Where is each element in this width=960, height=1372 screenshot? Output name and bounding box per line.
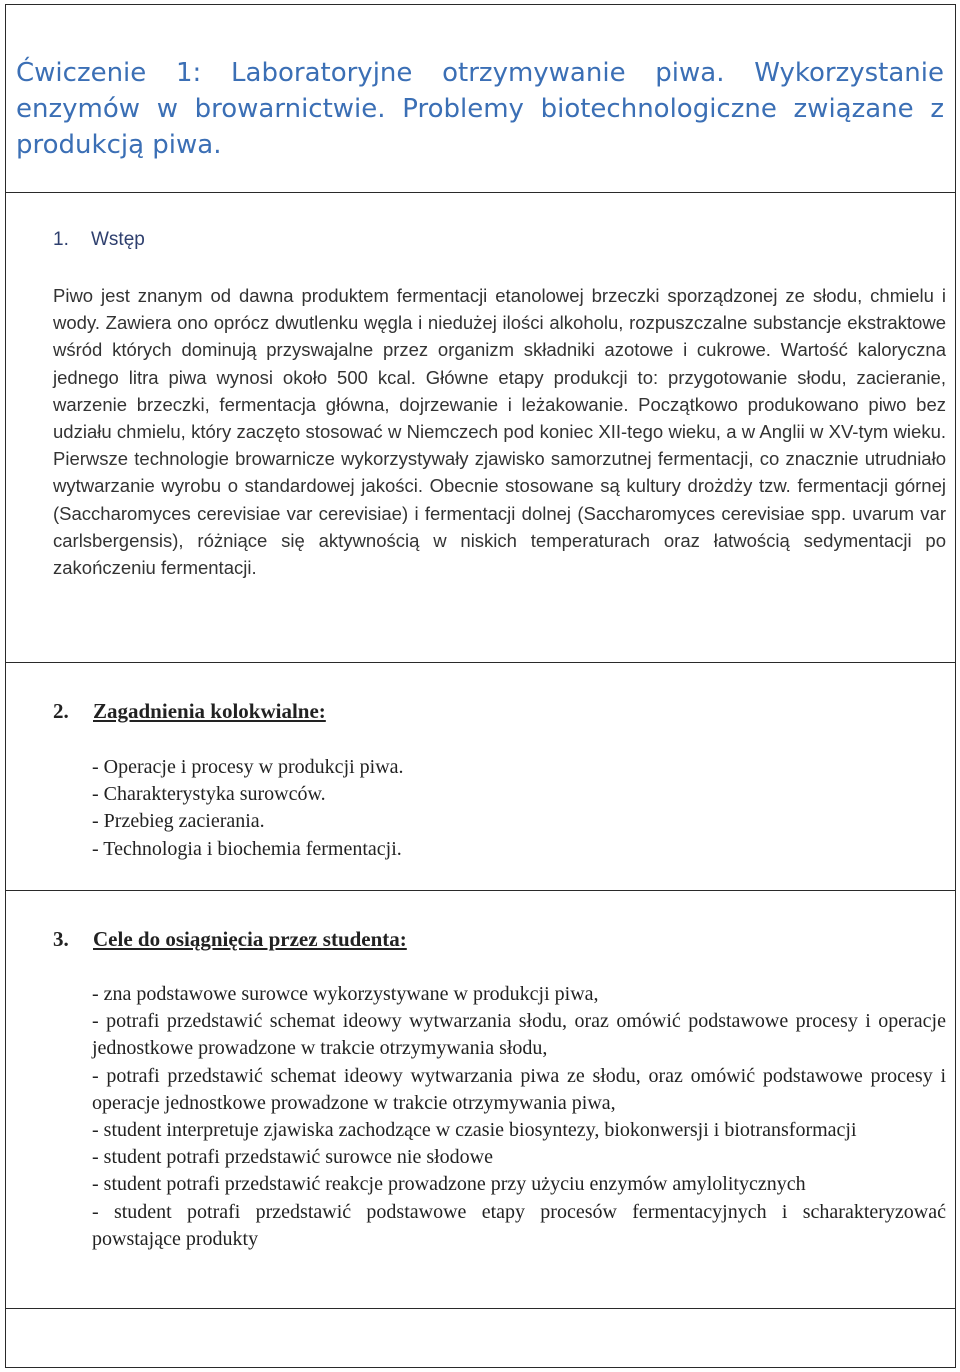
list-item: - potrafi przedstawić schemat ideowy wytwarzania słodu, oraz omówić podstawowe procesy i operacje jednostkowe prowadzone w trakcie otrzymywania słodu, [92, 1010, 946, 1060]
section-1-heading [53, 226, 145, 254]
list-item: - Charakterystyka surowców. [92, 783, 326, 806]
list-item: - Operacje i procesy w produkcji piwa. [92, 756, 404, 778]
section-3-title: Cele do osiągnięcia przez studenta: [93, 927, 407, 951]
section-1-text: Piwo jest znanym od dawna produktem fermentacji etanolowej brzeczki sporządzonej ze słodu, chmielu i wody. Zawiera ono oprócz dwutlenku węgla i niedużej ilości alkoholu, rozpuszczalne substancje ekstraktowe wśród których dominują przyswajalne przez organizm składniki azotowe i cukrowe. Wartość kaloryczna jednego litra piwa wynosi około 500 kcal. Główne etapy produkcji to: przygotowanie słodu, zacieranie, warzenie brzeczki, fermentacja główna, dojrzewanie i leżakowanie. Początkowo produkowano piwo bez udziału chmielu, który zaczęto stosować w Niemczech pod koniec XII-tego wieku, a w Anglii w XV-tym wieku. Pierwsze technologie browarnicze wykorzystywały zjawisko samorzutnej fermentacji, co znacznie utrudniało wytwarzanie wyrobu o standardowej jakości. Obecnie stosowane są kultury drożdży tzw. fermentacji górnej (Saccharomyces cerevisiae var cerevisiae) i fermentacji dolnej (Saccharomyces cerevisiae spp. uvarum var carlsbergensis), różniące się aktywnością w niskich temperaturach oraz łatwością sedymentacji po zakończeniu fermentacji. [53, 285, 946, 579]
divider-section-1 [5, 662, 956, 663]
divider-title [5, 192, 956, 193]
list-item: - zna podstawowe surowce wykorzystywane w produkcji piwa, [92, 983, 599, 1005]
section-3-heading [53, 925, 407, 953]
section-3-number: 3. [53, 927, 69, 951]
section-2-list [92, 754, 946, 863]
list-item: - Technologia i biochemia fermentacji. [92, 837, 402, 860]
divider-section-2 [5, 890, 956, 891]
list-item: - student interpretuje zjawiska zachodzące w czasie biosyntezy, biokonwersji i biotransformacji [92, 1119, 857, 1142]
divider-section-3 [5, 1308, 956, 1309]
list-item: - student potrafi przedstawić podstawowe etapy procesów fermentacyjnych i scharakteryzować powstające produkty [92, 1200, 946, 1250]
list-item: - potrafi przedstawić schemat ideowy wytwarzania piwa ze słodu, oraz omówić podstawowe procesy i operacje jednostkowe prowadzone w trakcie otrzymywania piwa, [92, 1064, 946, 1114]
page-title: Ćwiczenie 1: Laboratoryjne otrzymywanie piwa. Wykorzystanie enzymów w browarnictwie. Problemy biotechnologiczne związane z produkcją piwa. [16, 58, 944, 160]
section-1-number: 1. [53, 229, 69, 250]
list-item: - Przebieg zacierania. [92, 810, 265, 833]
section-2-title: Zagadnienia kolokwialne: [93, 699, 326, 723]
section-3-list [92, 981, 946, 1253]
section-2-number: 2. [53, 699, 69, 723]
section-1-title: Wstęp [91, 229, 145, 250]
list-item: - student potrafi przedstawić surowce nie słodowe [92, 1146, 493, 1169]
section-2-heading [53, 697, 326, 725]
list-item: - student potrafi przedstawić reakcje prowadzone przy użyciu enzymów amylolitycznych [92, 1173, 806, 1196]
